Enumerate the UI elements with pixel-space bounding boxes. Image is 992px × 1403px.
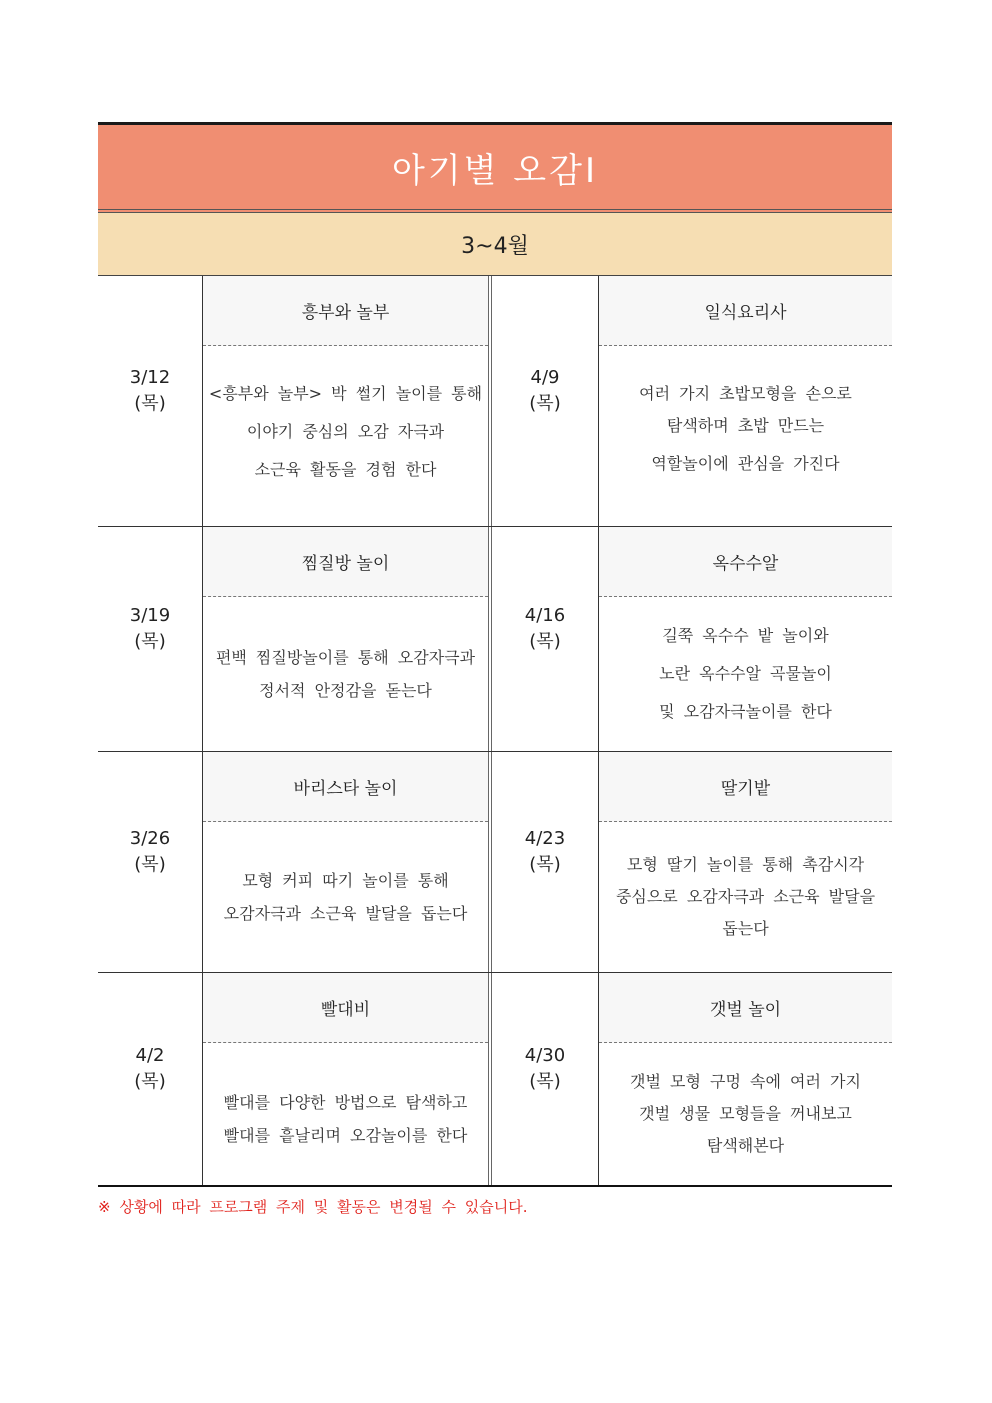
schedule-row bbox=[98, 276, 892, 527]
weekday-text: (목) bbox=[529, 393, 561, 414]
activity-topic: 찜질방 놀이 bbox=[203, 527, 488, 597]
date-text: 3/26 bbox=[129, 828, 171, 849]
schedule-cell bbox=[98, 973, 492, 1185]
activity-description bbox=[203, 597, 488, 751]
description-line: 편백 찜질방놀이를 통해 오감자극과 bbox=[215, 648, 476, 667]
date-text: 4/16 bbox=[524, 605, 566, 626]
weekday-text: (목) bbox=[134, 631, 166, 652]
activity-topic: 흥부와 놀부 bbox=[203, 276, 488, 346]
date-cell bbox=[492, 752, 599, 972]
activity-topic: 빨대비 bbox=[203, 973, 488, 1043]
activity-description bbox=[203, 822, 488, 972]
schedule-row bbox=[98, 973, 892, 1187]
date-cell bbox=[98, 752, 203, 972]
schedule-cell bbox=[98, 527, 492, 751]
activity-content bbox=[599, 276, 892, 526]
description-line: 갯벌 생물 모형들을 꺼내보고 bbox=[639, 1104, 852, 1123]
description-line: 여러 가지 초밥모형을 손으로 bbox=[639, 384, 852, 403]
schedule-cell bbox=[492, 276, 892, 526]
activity-description bbox=[203, 1043, 488, 1185]
date-cell bbox=[98, 276, 203, 526]
date-text: 3/12 bbox=[129, 367, 171, 388]
activity-description bbox=[599, 1043, 892, 1185]
weekday-text: (목) bbox=[529, 1071, 561, 1092]
description-line: 돕는다 bbox=[722, 919, 769, 938]
schedule-cell bbox=[98, 276, 492, 526]
description-line: 모형 커피 따기 놀이를 통해 bbox=[242, 871, 449, 890]
description-line: <흥부와 놀부> 박 썰기 놀이를 통해 bbox=[208, 384, 483, 403]
activity-topic: 바리스타 놀이 bbox=[203, 752, 488, 822]
weekday-text: (목) bbox=[134, 854, 166, 875]
period-header: 3~4월 bbox=[98, 213, 892, 276]
weekday-text: (목) bbox=[529, 854, 561, 875]
schedule-cell bbox=[492, 973, 892, 1185]
activity-description bbox=[599, 597, 892, 751]
date-cell bbox=[492, 973, 599, 1185]
activity-content bbox=[599, 752, 892, 972]
activity-description bbox=[599, 346, 892, 526]
description-line: 빨대를 다양한 방법으로 탐색하고 bbox=[223, 1093, 468, 1112]
activity-content bbox=[599, 527, 892, 751]
activity-topic: 옥수수알 bbox=[599, 527, 892, 597]
weekday-text: (목) bbox=[529, 631, 561, 652]
description-line: 중심으로 오감자극과 소근육 발달을 bbox=[615, 887, 876, 906]
date-cell bbox=[98, 973, 203, 1185]
description-line: 오감자극과 소근육 발달을 돕는다 bbox=[223, 904, 468, 923]
schedule-cell bbox=[98, 752, 492, 972]
activity-content bbox=[203, 752, 488, 972]
activity-description bbox=[599, 822, 892, 972]
date-text: 4/30 bbox=[524, 1045, 566, 1066]
page-title: 아기별 오감Ⅰ bbox=[98, 122, 892, 213]
activity-content bbox=[203, 527, 488, 751]
schedule-row bbox=[98, 752, 892, 973]
date-text: 4/23 bbox=[524, 828, 566, 849]
date-text: 3/19 bbox=[129, 605, 171, 626]
weekday-text: (목) bbox=[134, 1071, 166, 1092]
activity-content bbox=[203, 973, 488, 1185]
description-line: 노란 옥수수알 곡물놀이 bbox=[659, 664, 832, 683]
description-line: 정서적 안정감을 돋는다 bbox=[259, 681, 432, 700]
description-line: 빨대를 흩날리며 오감놀이를 한다 bbox=[223, 1126, 468, 1145]
schedule-row bbox=[98, 527, 892, 752]
activity-topic: 일식요리사 bbox=[599, 276, 892, 346]
footnote: ※ 상황에 따라 프로그램 주제 및 활동은 변경될 수 있습니다. bbox=[98, 1198, 528, 1216]
schedule-cell bbox=[492, 527, 892, 751]
activity-topic: 딸기밭 bbox=[599, 752, 892, 822]
description-line: 탐색하며 초밥 만드는 bbox=[666, 416, 825, 435]
date-cell bbox=[98, 527, 203, 751]
date-cell bbox=[492, 527, 599, 751]
program-table bbox=[98, 122, 892, 1187]
activity-content bbox=[599, 973, 892, 1185]
date-cell bbox=[492, 276, 599, 526]
date-text: 4/2 bbox=[135, 1045, 165, 1066]
description-line: 길쭉 옥수수 밭 놀이와 bbox=[662, 626, 829, 645]
activity-content bbox=[203, 276, 488, 526]
description-line: 및 오감자극놀이를 한다 bbox=[659, 702, 832, 721]
description-line: 탐색해본다 bbox=[706, 1136, 785, 1155]
schedule-cell bbox=[492, 752, 892, 972]
description-line: 모형 딸기 놀이를 통해 촉감시각 bbox=[626, 855, 865, 874]
weekday-text: (목) bbox=[134, 393, 166, 414]
activity-description bbox=[203, 346, 488, 526]
description-line: 소근육 활동을 경험 한다 bbox=[254, 460, 437, 479]
description-line: 갯벌 모형 구멍 속에 여러 가지 bbox=[630, 1072, 861, 1091]
activity-topic: 갯벌 놀이 bbox=[599, 973, 892, 1043]
description-line: 역할놀이에 관심을 가진다 bbox=[651, 454, 840, 473]
date-text: 4/9 bbox=[530, 367, 560, 388]
description-line: 이야기 중심의 오감 자극과 bbox=[246, 422, 445, 441]
